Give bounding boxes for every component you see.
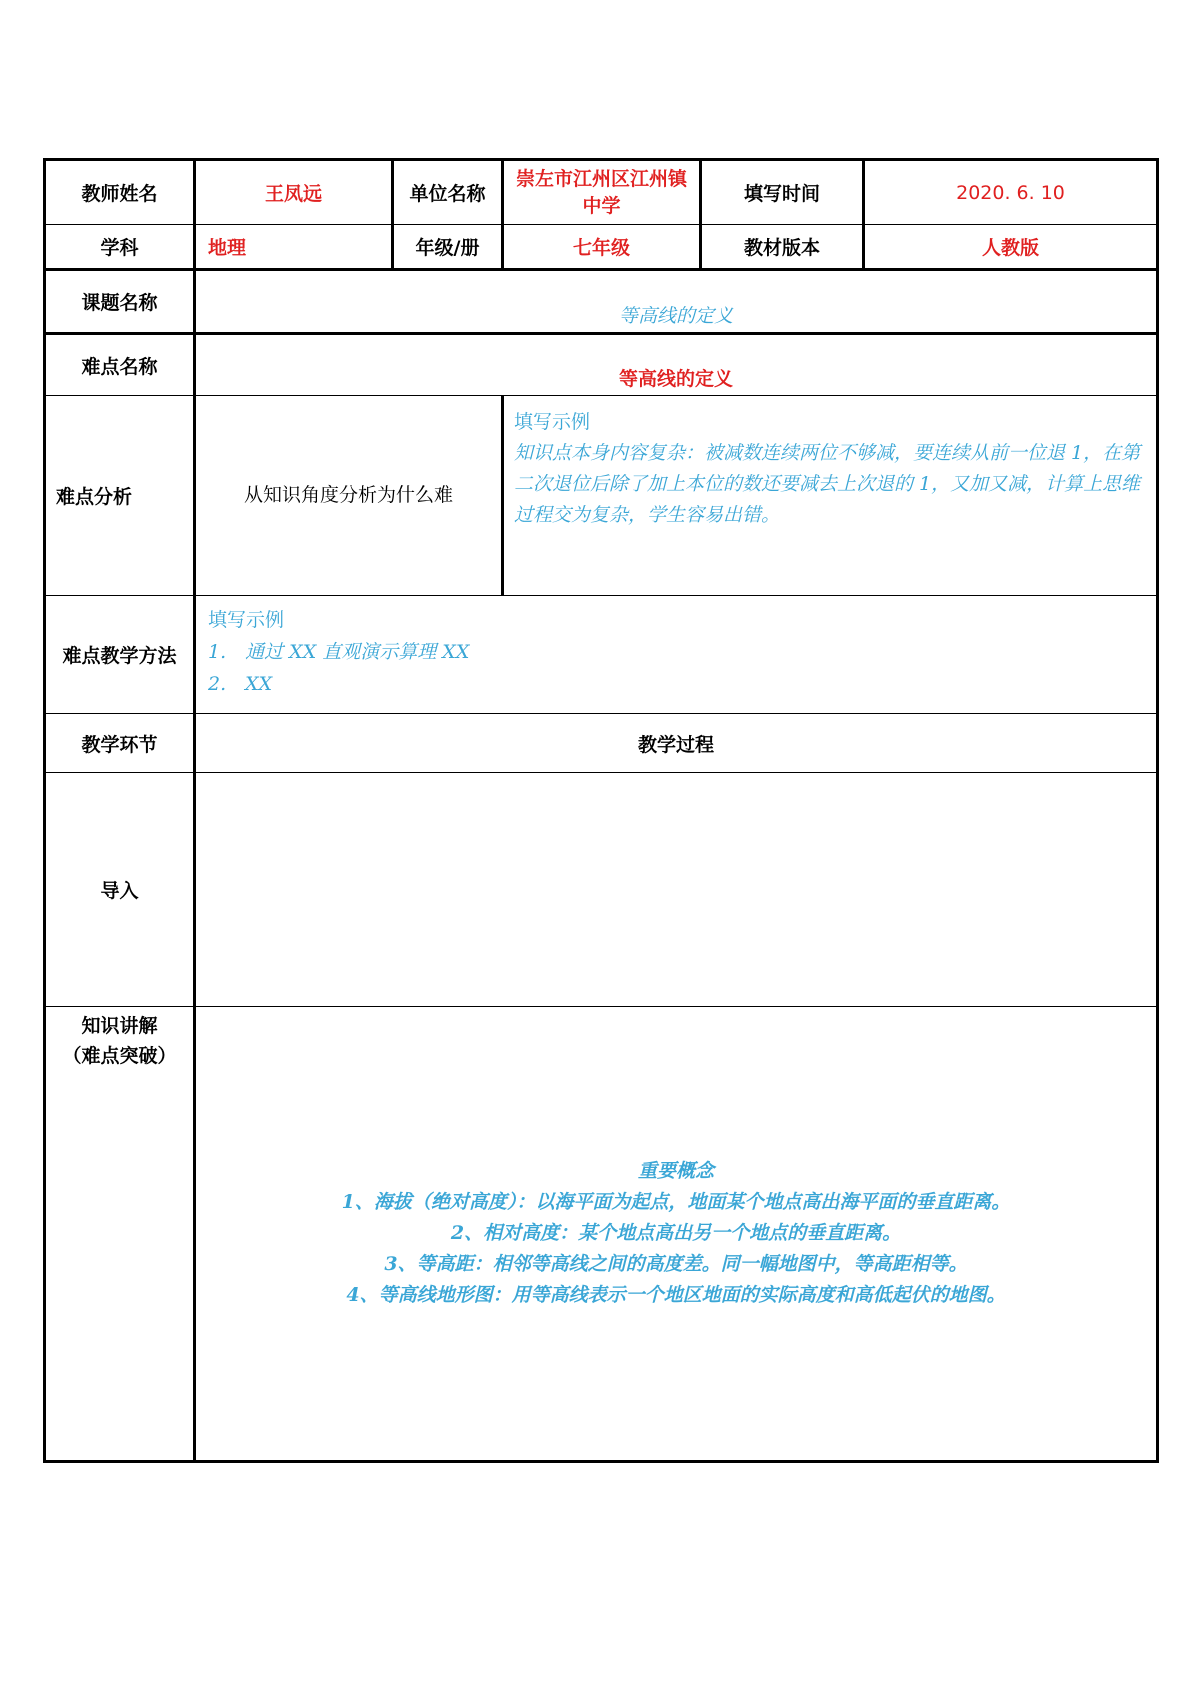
intro-content[interactable] (195, 773, 1158, 1007)
unit-label: 单位名称 (393, 160, 503, 225)
explanation-label (45, 1007, 195, 1462)
subject-value[interactable]: 地理 (195, 225, 393, 270)
header-row-1 (45, 160, 1158, 225)
topic-row (45, 270, 1158, 334)
explanation-label-line1: 知识讲解 (81, 1015, 158, 1037)
subject-label: 学科 (45, 225, 195, 270)
difficulty-value[interactable]: 等高线的定义 (195, 334, 1158, 396)
concept-item-2: 2、相对高度：某个地点高出另一个地点的垂直距离。 (450, 1222, 902, 1244)
teacher-value[interactable]: 王凤远 (195, 160, 393, 225)
difficulty-row (45, 334, 1158, 396)
analysis-example-text: 知识点本身内容复杂：被减数连续两位不够减，要连续从前一位退 1，在第二次退位后除了加上本位的数还要减去上次退的 1，又加又减，计算上思维过程交为复杂，学生容易出错。 (514, 442, 1141, 526)
edition-label: 教材版本 (701, 225, 864, 270)
topic-label: 课题名称 (45, 270, 195, 334)
method-item-2: 2. XX (208, 673, 273, 695)
intro-label: 导入 (45, 773, 195, 1007)
method-label: 难点教学方法 (45, 596, 195, 714)
intro-row (45, 773, 1158, 1007)
process-label: 教学过程 (195, 714, 1158, 773)
teacher-label: 教师姓名 (45, 160, 195, 225)
difficulty-label: 难点名称 (45, 334, 195, 396)
explanation-content[interactable] (195, 1007, 1158, 1462)
method-item-1: 1. 通过 XX 直观演示算理 XX (208, 641, 470, 663)
method-content[interactable] (195, 596, 1158, 714)
analysis-label: 难点分析 (45, 396, 195, 596)
grade-value[interactable]: 七年级 (503, 225, 701, 270)
process-header-row (45, 714, 1158, 773)
topic-value[interactable]: 等高线的定义 (195, 270, 1158, 334)
stage-label: 教学环节 (45, 714, 195, 773)
edition-value[interactable]: 人教版 (864, 225, 1158, 270)
analysis-example-label: 填写示例 (514, 411, 591, 433)
analysis-row (45, 396, 1158, 596)
date-label: 填写时间 (701, 160, 864, 225)
explanation-label-line2: （难点突破） (62, 1045, 177, 1067)
date-value[interactable]: 2020. 6. 10 (864, 160, 1158, 225)
concept-item-4: 4、等高线地形图：用等高线表示一个地区地面的实际高度和高低起伏的地图。 (346, 1284, 1006, 1306)
lesson-plan-table (43, 158, 1159, 1463)
concept-item-1: 1、海拔（绝对高度）：以海平面为起点，地面某个地点高出海平面的垂直距离。 (341, 1191, 1011, 1213)
analysis-example[interactable] (503, 396, 1158, 596)
lesson-plan-sheet (43, 158, 1156, 1508)
header-row-2 (45, 225, 1158, 270)
unit-value[interactable]: 崇左市江州区江州镇中学 (503, 160, 701, 225)
explanation-row (45, 1007, 1158, 1462)
grade-label: 年级/册 (393, 225, 503, 270)
concept-item-3: 3、等高距：相邻等高线之间的高度差。同一幅地图中，等高距相等。 (384, 1253, 968, 1275)
method-row (45, 596, 1158, 714)
analysis-sub-label: 从知识角度分析为什么难 (195, 396, 503, 596)
method-example-label: 填写示例 (208, 609, 285, 631)
concepts-title: 重要概念 (637, 1160, 714, 1182)
